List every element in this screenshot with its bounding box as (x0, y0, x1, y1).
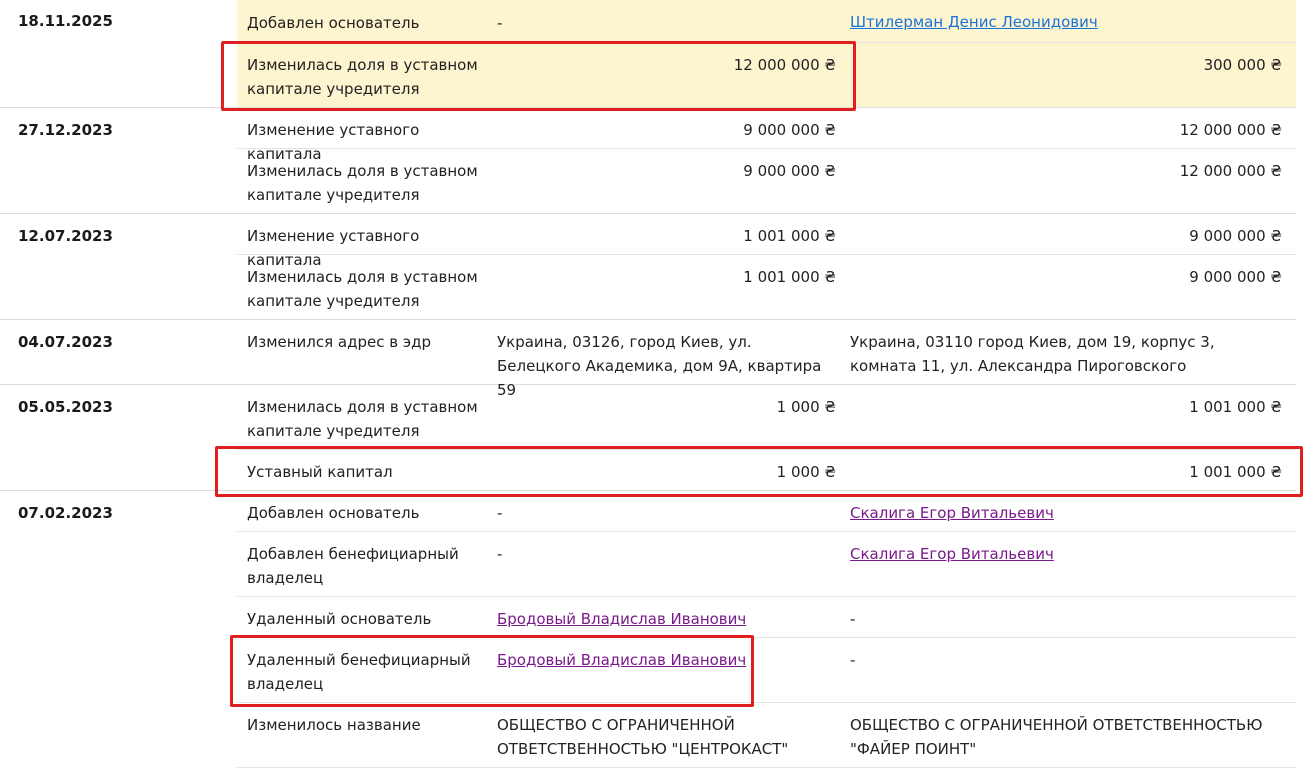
old-value: 9 000 000 ₴ (743, 162, 836, 180)
new-value: 12 000 000 ₴ (1179, 162, 1282, 180)
old-value: 1 000 ₴ (776, 398, 836, 416)
event-label: Удаленный основатель (247, 610, 432, 628)
new-value: ОБЩЕСТВО С ОГРАНИЧЕННОЙ ОТВЕТСТВЕННОСТЬЮ "ФАЙЕР ПОИНТ" (850, 716, 1263, 758)
old-value: ОБЩЕСТВО С ОГРАНИЧЕННОЙ ОТВЕТСТВЕННОСТЬЮ "ЦЕНТРОКАСТ" (497, 716, 789, 758)
history-row (237, 385, 1296, 450)
removed-beneficiary-link[interactable]: Бродовый Владислав Иванович (497, 651, 747, 669)
group-date: 07.02.2023 (18, 504, 113, 522)
new-value: - (850, 651, 856, 669)
event-label: Добавлен основатель (247, 14, 420, 32)
group-date: 27.12.2023 (18, 121, 113, 139)
old-value: - (497, 504, 503, 522)
history-row (237, 43, 1296, 107)
event-label: Изменилась доля в уставном капитале учредителя (247, 268, 478, 310)
new-founder-link[interactable]: Скалига Егор Витальевич (850, 504, 1054, 522)
history-row (237, 703, 1296, 768)
group-date: 05.05.2023 (18, 398, 113, 416)
old-value: Украина, 03126, город Киев, ул. Белецкого Академика, дом 9А, квартира 59 (497, 333, 822, 399)
old-value: 1 001 000 ₴ (743, 227, 836, 245)
event-label: Добавлен основатель (247, 504, 420, 522)
event-label: Изменение уставного капитала (247, 121, 420, 163)
removed-founder-link[interactable]: Бродовый Владислав Иванович (497, 610, 747, 628)
event-label: Изменилась доля в уставном капитале учредителя (247, 56, 478, 98)
new-value: 9 000 000 ₴ (1189, 227, 1282, 245)
history-row (237, 320, 1296, 399)
old-value: 1 001 000 ₴ (743, 268, 836, 286)
event-label: Изменение уставного капитала (247, 227, 420, 269)
old-value: 1 000 ₴ (776, 463, 836, 481)
event-label: Изменилось название (247, 716, 421, 734)
new-beneficiary-link[interactable]: Скалига Егор Витальевич (850, 545, 1054, 563)
old-value: 12 000 000 ₴ (733, 56, 836, 74)
event-label: Добавлен бенефициарный владелец (247, 545, 459, 587)
event-label: Удаленный бенефициарный владелец (247, 651, 471, 693)
history-row (237, 597, 1296, 638)
history-row (237, 491, 1296, 532)
new-value: 1 001 000 ₴ (1189, 463, 1282, 481)
new-value: 300 000 ₴ (1203, 56, 1282, 74)
event-label: Уставный капитал (247, 463, 393, 481)
history-row (237, 0, 1296, 43)
old-value: - (497, 545, 503, 563)
history-row (237, 450, 1296, 490)
new-value: 1 001 000 ₴ (1189, 398, 1282, 416)
history-row (237, 149, 1296, 213)
event-label: Изменился адрес в эдр (247, 333, 431, 351)
history-row (237, 214, 1296, 269)
group-date: 04.07.2023 (18, 333, 113, 351)
new-value: - (850, 610, 856, 628)
old-value: 9 000 000 ₴ (743, 121, 836, 139)
new-value: Украина, 03110 город Киев, дом 19, корпус 3, комната 11, ул. Александра Пироговского (850, 333, 1215, 375)
group-date: 18.11.2025 (18, 12, 113, 30)
event-label: Изменилась доля в уставном капитале учредителя (247, 162, 478, 204)
history-row (237, 638, 1296, 703)
group-date: 12.07.2023 (18, 227, 113, 245)
new-value: 9 000 000 ₴ (1189, 268, 1282, 286)
new-founder-link[interactable]: Штилерман Денис Леонидович (850, 13, 1098, 31)
history-row (237, 255, 1296, 319)
event-label: Изменилась доля в уставном капитале учредителя (247, 398, 478, 440)
old-value: - (497, 14, 503, 32)
new-value: 12 000 000 ₴ (1179, 121, 1282, 139)
history-row (237, 108, 1296, 163)
history-row (237, 532, 1296, 597)
